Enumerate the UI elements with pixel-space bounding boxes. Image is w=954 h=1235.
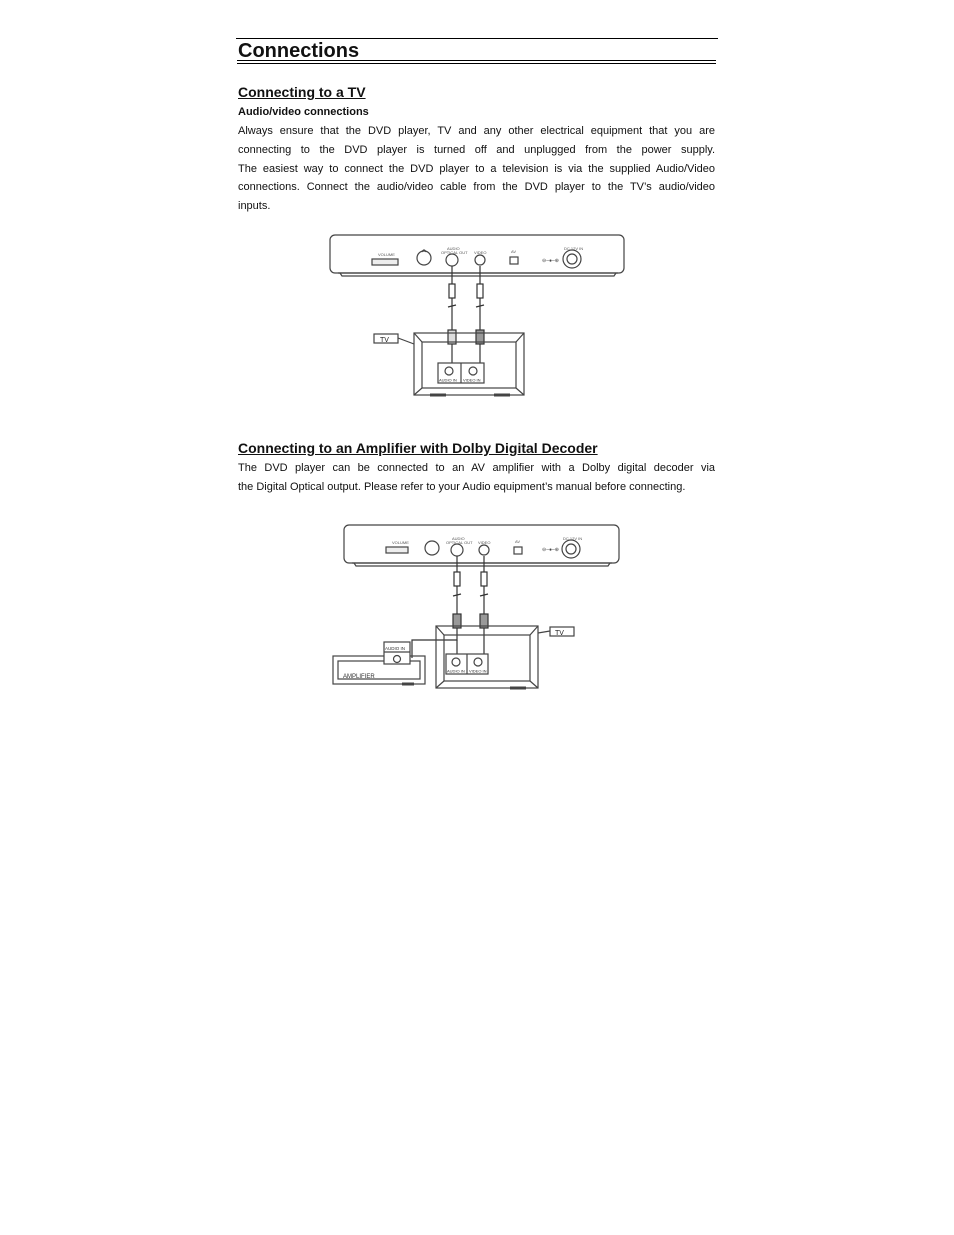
player-dc-label: DC 12V IN [563,536,583,541]
tv-audio-in-label: AUDIO IN [447,668,465,674]
tv-video-in-label: VIDEO IN [463,377,481,383]
tv-label: TV [380,337,389,344]
av-cable-illustration [412,556,488,658]
player-video-label: VIDEO [478,540,491,545]
power-symbol-icon: ⊖–●–⊕ [542,258,559,264]
player-audio-label: AUDIO [447,246,460,251]
tv-connection-diagram [328,232,628,402]
amplifier-label: AMPLIFIER [343,674,375,680]
amplifier-audio-in-label: AUDIO IN [385,646,406,651]
player-audio-label: AUDIO [452,536,465,541]
paragraph-line: connections. Connect the audio/video cable from the DVD player to the TV’s audio/video [238,181,715,194]
player-volume-label: VOLUME [392,540,409,545]
tv-label: TV [555,630,564,637]
title-underline [237,60,716,64]
section-tv-paragraph [238,122,715,216]
player-volume-label: VOLUME [378,252,395,257]
tv-illustration [374,333,524,395]
av-cable-illustration [448,266,484,364]
dvd-player-illustration [344,525,619,566]
section-tv-subheading: Audio/video connections [238,106,369,118]
dvd-player-illustration [330,235,624,276]
player-dc-label: DC 12V IN [564,246,584,251]
paragraph-line: Always ensure that the DVD player, TV and any other electrical equipment that you are [238,125,715,137]
player-av-label: AV [511,249,517,254]
paragraph-line: The easiest way to connect the DVD player to a television is via the supplied Audio/Video [238,162,715,175]
player-video-label: VIDEO [474,250,487,255]
player-optical-label: OPTICAL OUT [446,540,473,545]
power-symbol-icon: ⊖–●–⊕ [542,547,559,553]
section-amp-heading: Connecting to an Amplifier with Dolby Digital Decoder [238,440,598,456]
player-optical-label: OPTICAL OUT [441,250,468,255]
paragraph-line: the Digital Optical output. Please refer to your Audio equipment’s manual before connecting. [238,480,686,493]
paragraph-line: The DVD player can be connected to an AV amplifier with a Dolby digital decoder via [238,462,715,474]
player-av-label: AV [515,539,521,544]
amplifier-connection-diagram [330,522,625,698]
tv-illustration [436,626,574,688]
tv-audio-in-label: AUDIO IN [439,377,457,383]
tv-video-in-label: VIDEO IN [469,668,487,674]
page-title: Connections [238,40,360,62]
section-amp-paragraph [238,459,715,497]
paragraph-line: inputs. [238,200,271,213]
section-tv-heading: Connecting to a TV [238,84,366,100]
paragraph-line: connecting to the DVD player is turned off and unplugged from the power supply. [238,143,715,156]
